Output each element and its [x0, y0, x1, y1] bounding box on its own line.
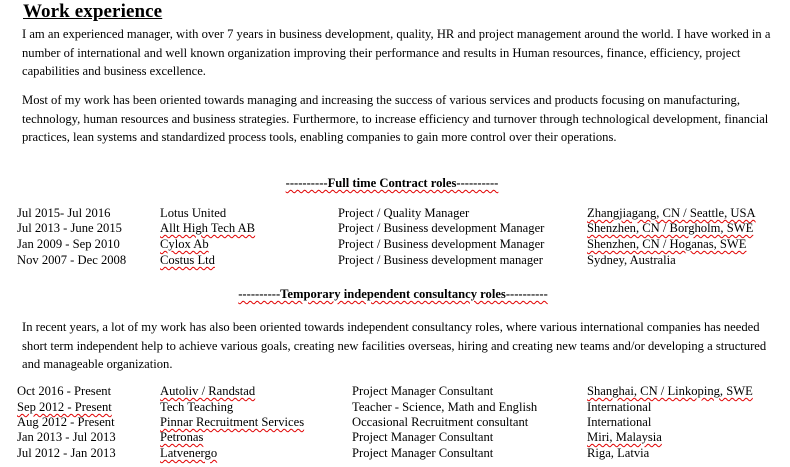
- fulltime-role-row: [0, 236, 790, 252]
- role-period: Oct 2016 - Present: [17, 384, 112, 398]
- role-period: Nov 2007 - Dec 2008: [17, 253, 127, 267]
- temporary-role-row: [0, 399, 790, 415]
- temporary-role-row: [0, 383, 790, 399]
- role-company: Petronas: [160, 430, 204, 444]
- section-heading-work-experience: Work experience: [23, 1, 163, 22]
- role-company: Lotus United: [160, 206, 227, 220]
- role-period: Jul 2013 - June 2015: [17, 221, 122, 235]
- role-company: Tech Teaching: [160, 400, 234, 414]
- role-company: Costus Ltd: [160, 253, 215, 267]
- role-period: Jul 2012 - Jan 2013: [17, 446, 116, 460]
- role-title: Project / Business development Manager: [338, 237, 545, 251]
- temporary-role-row: [0, 429, 790, 445]
- role-period: Jan 2013 - Jul 2013: [17, 430, 116, 444]
- role-location: Shanghai, CN / Linkoping, SWE: [587, 384, 753, 398]
- temporary-role-row: [0, 414, 790, 430]
- fulltime-section-title: [0, 176, 787, 191]
- role-title: Project / Business development Manager: [338, 221, 545, 235]
- role-title: Project Manager Consultant: [352, 446, 494, 460]
- role-period: Jul 2015- Jul 2016: [17, 206, 111, 220]
- intro-paragraph: I am an experienced manager, with over 7 years in business development, quality, HR and project management around the world. I have worked in a number of international and well known organization improving their performance and results in Human resources, finance, efficiency, project capabilities and business excellence.: [22, 27, 771, 78]
- temporary-role-row: [0, 445, 790, 461]
- role-company: Cylox Ab: [160, 237, 209, 251]
- role-location: Sydney, Australia: [587, 253, 676, 267]
- role-location: Miri, Malaysia: [587, 430, 662, 444]
- role-location: International: [587, 400, 652, 414]
- role-company: Pinnar Recruitment Services: [160, 415, 305, 429]
- role-company: Latvenergo: [160, 446, 218, 460]
- role-location: Shenzhen, CN / Borgholm, SWE: [587, 221, 754, 235]
- consultancy-paragraph: In recent years, a lot of my work has also been oriented towards independent consultancy roles, where various international companies has needed short term independent help to achieve various goals, creating new facilities overseas, hiring and creating new teams and/or developing a structured and manageable organization.: [22, 320, 767, 371]
- role-location: Shenzhen, CN / Hoganas, SWE: [587, 237, 747, 251]
- role-title: Project / Business development manager: [338, 253, 543, 267]
- temporary-section-title-text: ----------Temporary independent consultancy roles----------: [238, 287, 548, 301]
- role-location: Riga, Latvia: [587, 446, 650, 460]
- role-title: Project / Quality Manager: [338, 206, 470, 220]
- role-period: Aug 2012 - Present: [17, 415, 115, 429]
- role-period: Sep 2012 - Present: [17, 400, 112, 414]
- role-location: International: [587, 415, 652, 429]
- role-company: Allt High Tech AB: [160, 221, 256, 235]
- role-period: Jan 2009 - Sep 2010: [17, 237, 120, 251]
- focus-paragraph: Most of my work has been oriented towards managing and increasing the success of various services and products focusing on manufacturing, technology, human resources and business strategies. Furthermore, to increase efficiency and turnover through technological development, financial practices, lean systems and standardized process tools, enabling companies to gain more control over their operations.: [22, 93, 769, 144]
- fulltime-section-title-text: ----------Full time Contract roles----------: [285, 176, 499, 190]
- role-title: Project Manager Consultant: [352, 430, 494, 444]
- fulltime-role-row: [0, 252, 790, 268]
- fulltime-role-row: [0, 205, 790, 221]
- fulltime-role-row: [0, 220, 790, 236]
- role-company: Autoliv / Randstad: [160, 384, 256, 398]
- role-title: Teacher - Science, Math and English: [352, 400, 538, 414]
- role-title: Project Manager Consultant: [352, 384, 494, 398]
- role-location: Zhangjiagang, CN / Seattle, USA: [587, 206, 756, 220]
- temporary-section-title: [0, 287, 788, 302]
- role-title: Occasional Recruitment consultant: [352, 415, 529, 429]
